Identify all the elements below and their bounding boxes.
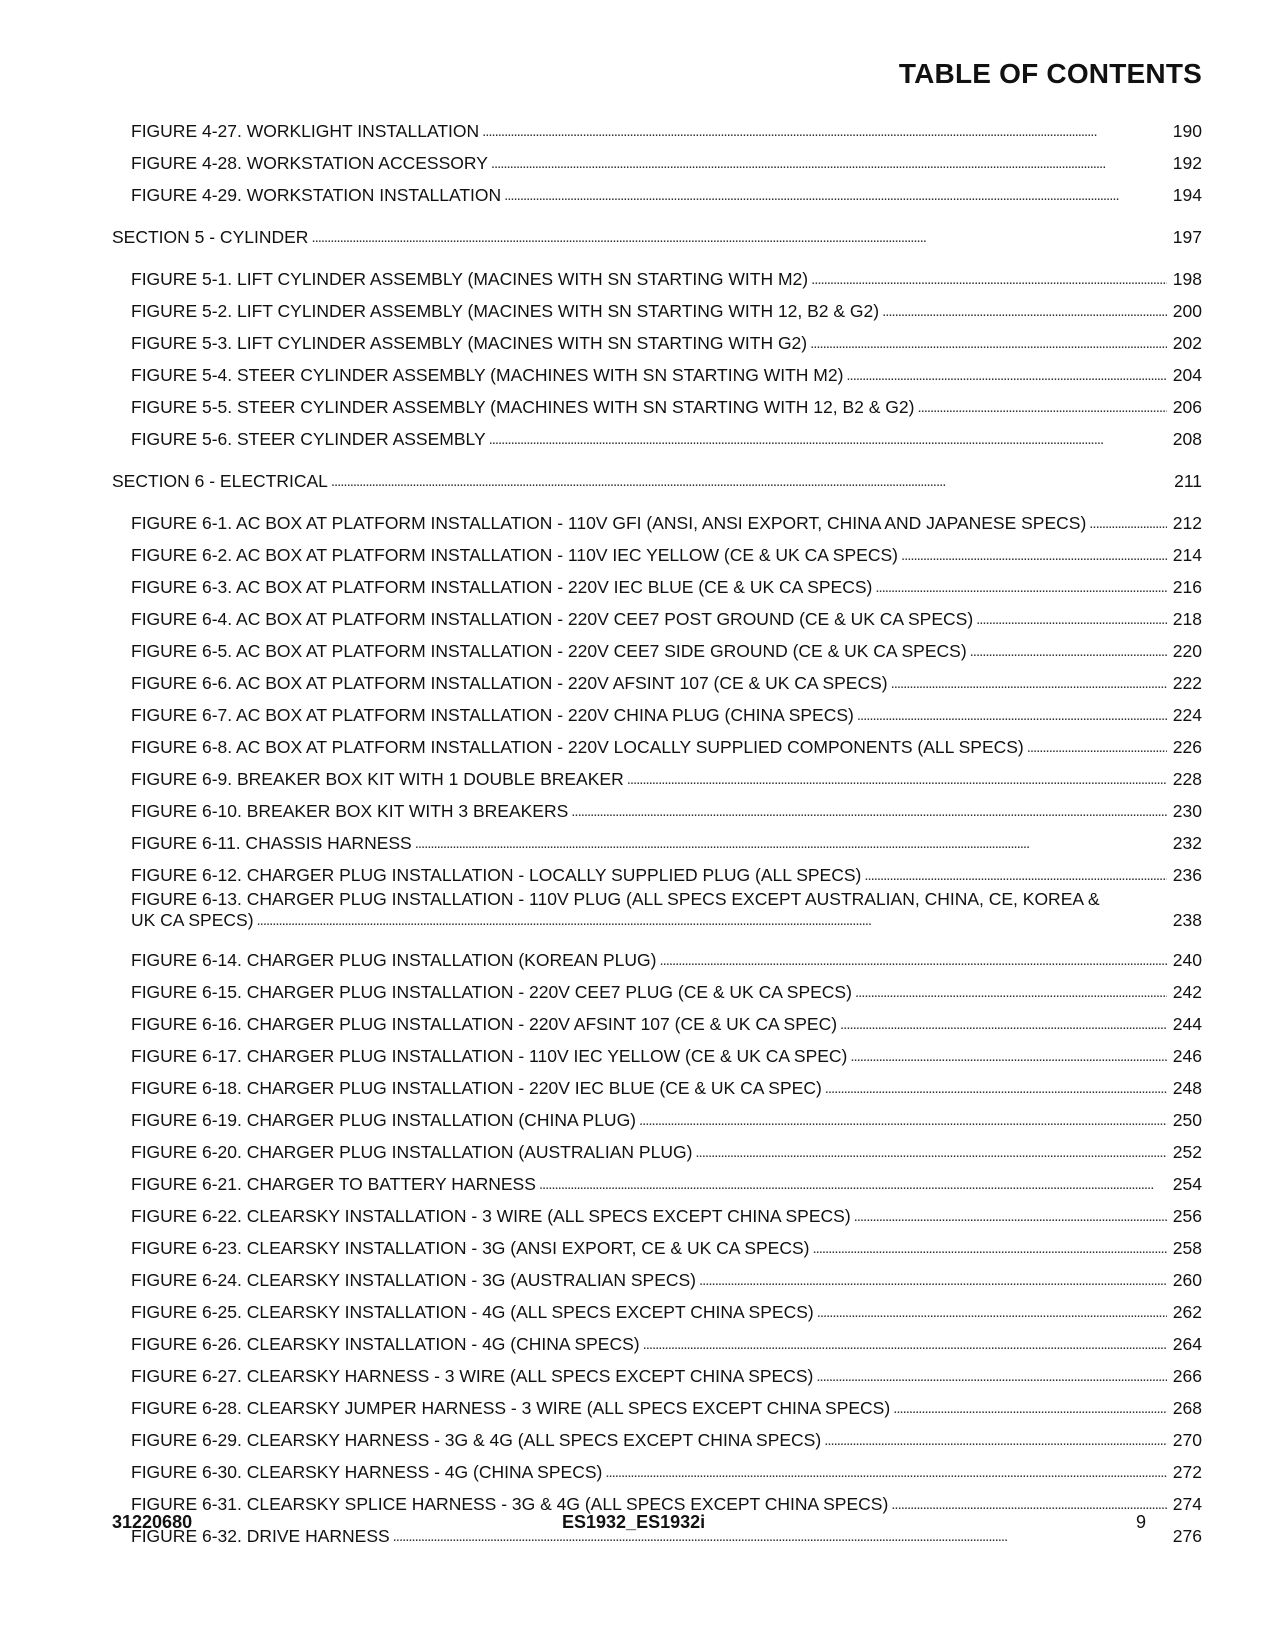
toc-entry-figure[interactable] — [112, 971, 1202, 1003]
toc-entry-figure[interactable] — [112, 322, 1202, 354]
toc-entry-page: 208 — [1172, 429, 1202, 449]
toc-entry-label: FIGURE 6-2. AC BOX AT PLATFORM INSTALLATION - 110V IEC YELLOW (CE & UK CA SPECS) — [131, 545, 898, 565]
dot-leader — [891, 1493, 1167, 1515]
toc-entry-figure[interactable] — [112, 534, 1202, 566]
toc-entry-label: FIGURE 5-1. LIFT CYLINDER ASSEMBLY (MACINES WITH SN STARTING WITH M2) — [131, 269, 809, 289]
toc-entry-page: 256 — [1172, 1206, 1202, 1226]
toc-entry-label: FIGURE 5-6. STEER CYLINDER ASSEMBLY — [131, 429, 486, 449]
toc-entry-page: 192 — [1172, 153, 1202, 173]
toc-entry-page: 244 — [1172, 1014, 1202, 1034]
toc-entry-page: 228 — [1172, 769, 1202, 789]
toc-entry-figure[interactable] — [112, 1227, 1202, 1259]
toc-entry-figure[interactable] — [112, 418, 1202, 450]
toc-entry-figure[interactable] — [112, 854, 1202, 886]
toc-entry-figure[interactable] — [112, 1259, 1202, 1291]
toc-entry-page: 197 — [1172, 227, 1202, 247]
dot-leader — [893, 1397, 1167, 1419]
dot-leader — [882, 300, 1167, 322]
toc-entry-figure[interactable] — [112, 1483, 1202, 1515]
dot-leader — [393, 1525, 1167, 1547]
toc-entry-figure[interactable] — [112, 290, 1202, 322]
toc-entry-label: FIGURE 6-12. CHARGER PLUG INSTALLATION - LOCALLY SUPPLIED PLUG (ALL SPECS) — [131, 865, 862, 885]
toc-entry-page: 214 — [1172, 545, 1202, 565]
toc-entry-figure[interactable] — [112, 1035, 1202, 1067]
toc-entry-label: FIGURE 6-3. AC BOX AT PLATFORM INSTALLATION - 220V IEC BLUE (CE & UK CA SPECS) — [131, 577, 873, 597]
dot-leader — [257, 909, 1167, 931]
dot-leader — [840, 1013, 1167, 1035]
dot-leader — [331, 470, 1167, 492]
toc-entry-label: FIGURE 6-8. AC BOX AT PLATFORM INSTALLATION - 220V LOCALLY SUPPLIED COMPONENTS (ALL SPECS) — [131, 737, 1024, 757]
toc-entry-page: 266 — [1172, 1366, 1202, 1386]
dot-leader — [1089, 512, 1167, 534]
toc-entry-page: 264 — [1172, 1334, 1202, 1354]
toc-entry-page: 218 — [1172, 609, 1202, 629]
toc-entry-label: FIGURE 5-5. STEER CYLINDER ASSEMBLY (MACHINES WITH SN STARTING WITH 12, B2 & G2) — [131, 397, 915, 417]
toc-entry-label: FIGURE 6-14. CHARGER PLUG INSTALLATION (KOREAN PLUG) — [131, 950, 657, 970]
toc-entry-page: 232 — [1172, 833, 1202, 853]
toc-entry-label: FIGURE 6-31. CLEARSKY SPLICE HARNESS - 3G & 4G (ALL SPECS EXCEPT CHINA SPECS) — [131, 1494, 889, 1514]
dot-leader — [659, 949, 1167, 971]
toc-entry-section[interactable] — [112, 216, 1202, 248]
toc-entry-figure[interactable] — [112, 662, 1202, 694]
dot-leader — [970, 640, 1167, 662]
toc-entry-label: FIGURE 6-9. BREAKER BOX KIT WITH 1 DOUBLE BREAKER — [131, 769, 624, 789]
toc-entry-label: FIGURE 6-13. CHARGER PLUG INSTALLATION - 110V PLUG (ALL SPECS EXCEPT AUSTRALIAN, CHINA, CE, KOREA & — [131, 889, 1100, 909]
dot-leader — [695, 1141, 1167, 1163]
toc-entry-label: FIGURE 6-29. CLEARSKY HARNESS - 3G & 4G (ALL SPECS EXCEPT CHINA SPECS) — [131, 1430, 822, 1450]
dot-leader — [824, 1429, 1167, 1451]
toc-entry-figure[interactable] — [112, 1451, 1202, 1483]
dot-leader — [891, 672, 1167, 694]
toc-entry-page: 258 — [1172, 1238, 1202, 1258]
toc-entry-figure[interactable] — [112, 1323, 1202, 1355]
toc-entry-figure[interactable] — [112, 1067, 1202, 1099]
toc-entry-figure[interactable] — [112, 258, 1202, 290]
toc-entry-page: 272 — [1172, 1462, 1202, 1482]
toc-entry-page: 198 — [1172, 269, 1202, 289]
toc-entry-page: 226 — [1172, 737, 1202, 757]
toc-entry-label: FIGURE 4-28. WORKSTATION ACCESSORY — [131, 153, 488, 173]
dot-leader — [901, 544, 1167, 566]
toc-entry-figure[interactable] — [112, 110, 1202, 142]
toc-entry-figure[interactable] — [112, 939, 1202, 971]
toc-entry-page: 268 — [1172, 1398, 1202, 1418]
toc-entry-label-continued: UK CA SPECS) — [131, 910, 254, 930]
toc-entry-figure[interactable] — [112, 822, 1202, 854]
toc-entry-label: FIGURE 6-21. CHARGER TO BATTERY HARNESS — [131, 1174, 536, 1194]
dot-leader — [639, 1109, 1167, 1131]
dot-leader — [810, 332, 1167, 354]
toc-entry-figure[interactable] — [112, 1291, 1202, 1323]
toc-entry-page: 240 — [1172, 950, 1202, 970]
dot-leader — [415, 832, 1167, 854]
toc-entry-page: 202 — [1172, 333, 1202, 353]
toc-entry-label: FIGURE 6-26. CLEARSKY INSTALLATION - 4G (CHINA SPECS) — [131, 1334, 640, 1354]
toc-entry-page: 250 — [1172, 1110, 1202, 1130]
toc-entry-page: 224 — [1172, 705, 1202, 725]
toc-entry-figure[interactable] — [112, 1195, 1202, 1227]
toc-entry-figure[interactable] — [112, 598, 1202, 630]
dot-leader — [482, 120, 1167, 142]
dot-leader — [812, 1237, 1167, 1259]
dot-leader — [311, 226, 1167, 248]
footer-part-number: 31220680 — [112, 1512, 193, 1532]
toc-entry-figure[interactable] — [112, 1387, 1202, 1419]
toc-entry-figure[interactable] — [112, 694, 1202, 726]
toc-entry-page: 211 — [1174, 471, 1202, 491]
toc-entry-page: 190 — [1172, 121, 1202, 141]
toc-entry-label: FIGURE 6-1. AC BOX AT PLATFORM INSTALLATION - 110V GFI (ANSI, ANSI EXPORT, CHINA AND JAPANESE SPECS) — [131, 513, 1087, 533]
toc-entry-page: 200 — [1172, 301, 1202, 321]
toc-entry-label: FIGURE 6-30. CLEARSKY HARNESS - 4G (CHINA SPECS) — [131, 1462, 603, 1482]
toc-entry-label: SECTION 6 - ELECTRICAL — [112, 471, 328, 491]
toc-entry-figure[interactable] — [112, 502, 1202, 534]
toc-entry-figure[interactable] — [112, 142, 1202, 174]
dot-leader — [627, 768, 1167, 790]
toc-entry-page: 238 — [1172, 910, 1202, 930]
toc-entry-label: FIGURE 6-4. AC BOX AT PLATFORM INSTALLATION - 220V CEE7 POST GROUND (CE & UK CA SPECS) — [131, 609, 974, 629]
toc-entry-page: 246 — [1172, 1046, 1202, 1066]
toc-entry-figure[interactable] — [112, 758, 1202, 790]
footer-page-number: 9 — [1135, 1512, 1146, 1532]
toc-entry-page: 260 — [1172, 1270, 1202, 1290]
toc-entry-figure[interactable] — [112, 1131, 1202, 1163]
toc-entry-label: FIGURE 4-29. WORKSTATION INSTALLATION — [131, 185, 502, 205]
dot-leader — [816, 1365, 1167, 1387]
dot-leader — [850, 1045, 1167, 1067]
toc-entry-label: FIGURE 6-25. CLEARSKY INSTALLATION - 4G (ALL SPECS EXCEPT CHINA SPECS) — [131, 1302, 814, 1322]
toc-entry-page: 252 — [1172, 1142, 1202, 1162]
dot-leader — [817, 1301, 1167, 1323]
toc-entry-figure[interactable] — [112, 1003, 1202, 1035]
toc-entry-page: 206 — [1172, 397, 1202, 417]
toc-entry-figure[interactable] — [112, 1419, 1202, 1451]
page-title: TABLE OF CONTENTS — [898, 58, 1202, 89]
toc-entry-label: FIGURE 6-5. AC BOX AT PLATFORM INSTALLATION - 220V CEE7 SIDE GROUND (CE & UK CA SPECS) — [131, 641, 967, 661]
toc-entry-page: 254 — [1172, 1174, 1202, 1194]
footer-model: ES1932_ES1932i — [562, 1512, 706, 1532]
toc-entry-figure[interactable] — [112, 354, 1202, 386]
toc-entry-figure[interactable] — [112, 630, 1202, 662]
dot-leader — [539, 1173, 1167, 1195]
toc-entry-page: 230 — [1172, 801, 1202, 821]
toc-entry-page: 276 — [1172, 1526, 1202, 1546]
toc-entry-label: FIGURE 6-19. CHARGER PLUG INSTALLATION (CHINA PLUG) — [131, 1110, 637, 1130]
dot-leader — [857, 704, 1167, 726]
dot-leader — [825, 1077, 1167, 1099]
toc-entry-figure[interactable] — [112, 174, 1202, 206]
dot-leader — [846, 364, 1167, 386]
toc-entry-label: FIGURE 6-28. CLEARSKY JUMPER HARNESS - 3 WIRE (ALL SPECS EXCEPT CHINA SPECS) — [131, 1398, 891, 1418]
dot-leader — [1027, 736, 1167, 758]
toc-entry-label: FIGURE 6-23. CLEARSKY INSTALLATION - 3G (ANSI EXPORT, CE & UK CA SPECS) — [131, 1238, 810, 1258]
dot-leader — [811, 268, 1167, 290]
toc-entry-section[interactable] — [112, 460, 1202, 492]
toc-entry-figure[interactable] — [112, 566, 1202, 598]
toc-entry-label: FIGURE 5-4. STEER CYLINDER ASSEMBLY (MACHINES WITH SN STARTING WITH M2) — [131, 365, 844, 385]
toc-entry-label: SECTION 5 - CYLINDER — [112, 227, 309, 247]
dot-leader — [571, 800, 1167, 822]
toc-entry-figure[interactable] — [112, 1355, 1202, 1387]
toc-entry-label: FIGURE 6-24. CLEARSKY INSTALLATION - 3G (AUSTRALIAN SPECS) — [131, 1270, 697, 1290]
toc-entry-label: FIGURE 6-18. CHARGER PLUG INSTALLATION - 220V IEC BLUE (CE & UK CA SPEC) — [131, 1078, 822, 1098]
toc-entry-page: 262 — [1172, 1302, 1202, 1322]
toc-entry-label: FIGURE 6-20. CHARGER PLUG INSTALLATION (AUSTRALIAN PLUG) — [131, 1142, 693, 1162]
toc-entry-page: 248 — [1172, 1078, 1202, 1098]
toc-entry-label: FIGURE 6-15. CHARGER PLUG INSTALLATION - 220V CEE7 PLUG (CE & UK CA SPECS) — [131, 982, 852, 1002]
dot-leader — [855, 981, 1167, 1003]
toc-entry-label: FIGURE 6-32. DRIVE HARNESS — [131, 1526, 390, 1546]
dot-leader — [605, 1461, 1167, 1483]
toc-entry-page: 204 — [1172, 365, 1202, 385]
toc-entry-page: 270 — [1172, 1430, 1202, 1450]
toc-entry-label: FIGURE 6-16. CHARGER PLUG INSTALLATION - 220V AFSINT 107 (CE & UK CA SPEC) — [131, 1014, 838, 1034]
dot-leader — [504, 184, 1167, 206]
toc-entry-figure[interactable] — [112, 790, 1202, 822]
toc-entry-label: FIGURE 6-22. CLEARSKY INSTALLATION - 3 WIRE (ALL SPECS EXCEPT CHINA SPECS) — [131, 1206, 851, 1226]
dot-leader — [854, 1205, 1167, 1227]
dot-leader — [976, 608, 1167, 630]
toc-entry-label: FIGURE 5-3. LIFT CYLINDER ASSEMBLY (MACINES WITH SN STARTING WITH G2) — [131, 333, 808, 353]
toc-entry-label: FIGURE 4-27. WORKLIGHT INSTALLATION — [131, 121, 480, 141]
toc-entry-figure[interactable] — [112, 726, 1202, 758]
dot-leader — [491, 152, 1167, 174]
toc-entry-page: 212 — [1172, 513, 1202, 533]
dot-leader — [699, 1269, 1167, 1291]
toc-entry-label: FIGURE 6-17. CHARGER PLUG INSTALLATION - 110V IEC YELLOW (CE & UK CA SPEC) — [131, 1046, 848, 1066]
dot-leader — [643, 1333, 1167, 1355]
toc-entry-page: 194 — [1172, 185, 1202, 205]
dot-leader — [489, 428, 1167, 450]
toc-entry-page: 274 — [1172, 1494, 1202, 1514]
dot-leader — [875, 576, 1167, 598]
toc-entry-label: FIGURE 5-2. LIFT CYLINDER ASSEMBLY (MACINES WITH SN STARTING WITH 12, B2 & G2) — [131, 301, 880, 321]
toc-entry-figure[interactable] — [112, 886, 1202, 939]
toc-entry-label: FIGURE 6-27. CLEARSKY HARNESS - 3 WIRE (ALL SPECS EXCEPT CHINA SPECS) — [131, 1366, 814, 1386]
toc-entry-figure[interactable] — [112, 1163, 1202, 1195]
dot-leader — [864, 864, 1167, 886]
toc-list — [112, 110, 1202, 1547]
toc-entry-label: FIGURE 6-11. CHASSIS HARNESS — [131, 833, 412, 853]
toc-entry-page: 222 — [1172, 673, 1202, 693]
dot-leader — [917, 396, 1167, 418]
toc-entry-page: 220 — [1172, 641, 1202, 661]
toc-entry-page: 236 — [1172, 865, 1202, 885]
toc-entry-label: FIGURE 6-10. BREAKER BOX KIT WITH 3 BREAKERS — [131, 801, 569, 821]
toc-entry-figure[interactable] — [112, 386, 1202, 418]
toc-entry-label: FIGURE 6-6. AC BOX AT PLATFORM INSTALLATION - 220V AFSINT 107 (CE & UK CA SPECS) — [131, 673, 888, 693]
toc-entry-figure[interactable] — [112, 1099, 1202, 1131]
toc-entry-label: FIGURE 6-7. AC BOX AT PLATFORM INSTALLATION - 220V CHINA PLUG (CHINA SPECS) — [131, 705, 854, 725]
toc-entry-page: 216 — [1172, 577, 1202, 597]
toc-entry-page: 242 — [1172, 982, 1202, 1002]
